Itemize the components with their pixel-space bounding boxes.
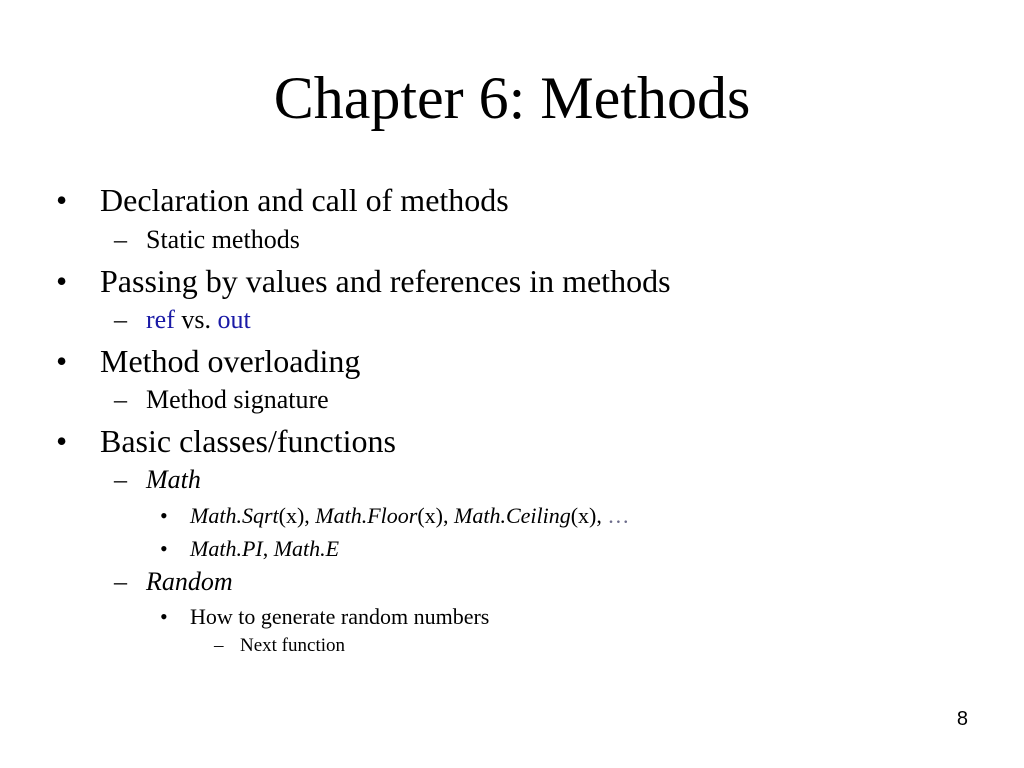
bullet-text: Declaration and call of methods [100,182,509,218]
dash-marker: – [114,567,127,596]
math-ceiling: Math.Ceiling [454,503,571,528]
dash-marker: – [114,305,127,334]
keyword-out: out [217,305,251,334]
dash-marker: – [114,385,127,414]
level4-item-text: Next function [240,635,346,656]
bullet-text: Method overloading [100,343,361,379]
vs-text: vs. [174,305,218,334]
bullet-text: Basic classes/functions [100,423,396,459]
dash-marker: – [214,635,224,656]
bullet-marker: • [160,536,168,561]
sub-sub-item-text [190,536,339,562]
bullet-marker: • [56,343,68,379]
keyword-ref: ref [146,305,175,334]
math-sqrt: Math.Sqrt [190,503,279,528]
arg-text: (x), [417,503,454,528]
sub-item-text: Random [146,567,233,596]
sub-sub-item-text: How to generate random numbers [190,604,490,629]
arg-text: (x), [278,503,316,528]
ellipsis: … [607,503,630,528]
bullet-text: Passing by values and references in methods [100,263,671,299]
arg-text: (x), [570,503,608,528]
sub-item-text [146,305,251,335]
sub-item-text: Math [146,465,201,494]
bullet-marker: • [56,182,68,218]
bullet-marker: • [56,263,68,299]
page-number: 8 [956,708,968,730]
bullet-marker: • [160,503,168,528]
sub-item-text: Static methods [146,225,300,254]
math-pi: Math.PI [190,536,263,561]
sub-item-text: Method signature [146,385,329,414]
sub-sub-item-text [190,503,629,529]
bullet-marker: • [160,604,168,629]
dash-marker: – [114,465,127,494]
separator: , [262,536,274,561]
dash-marker: – [114,225,127,254]
math-e: Math.E [273,536,340,561]
slide-title: Chapter 6: Methods [273,65,751,131]
bullet-marker: • [56,423,68,459]
math-floor: Math.Floor [315,503,418,528]
